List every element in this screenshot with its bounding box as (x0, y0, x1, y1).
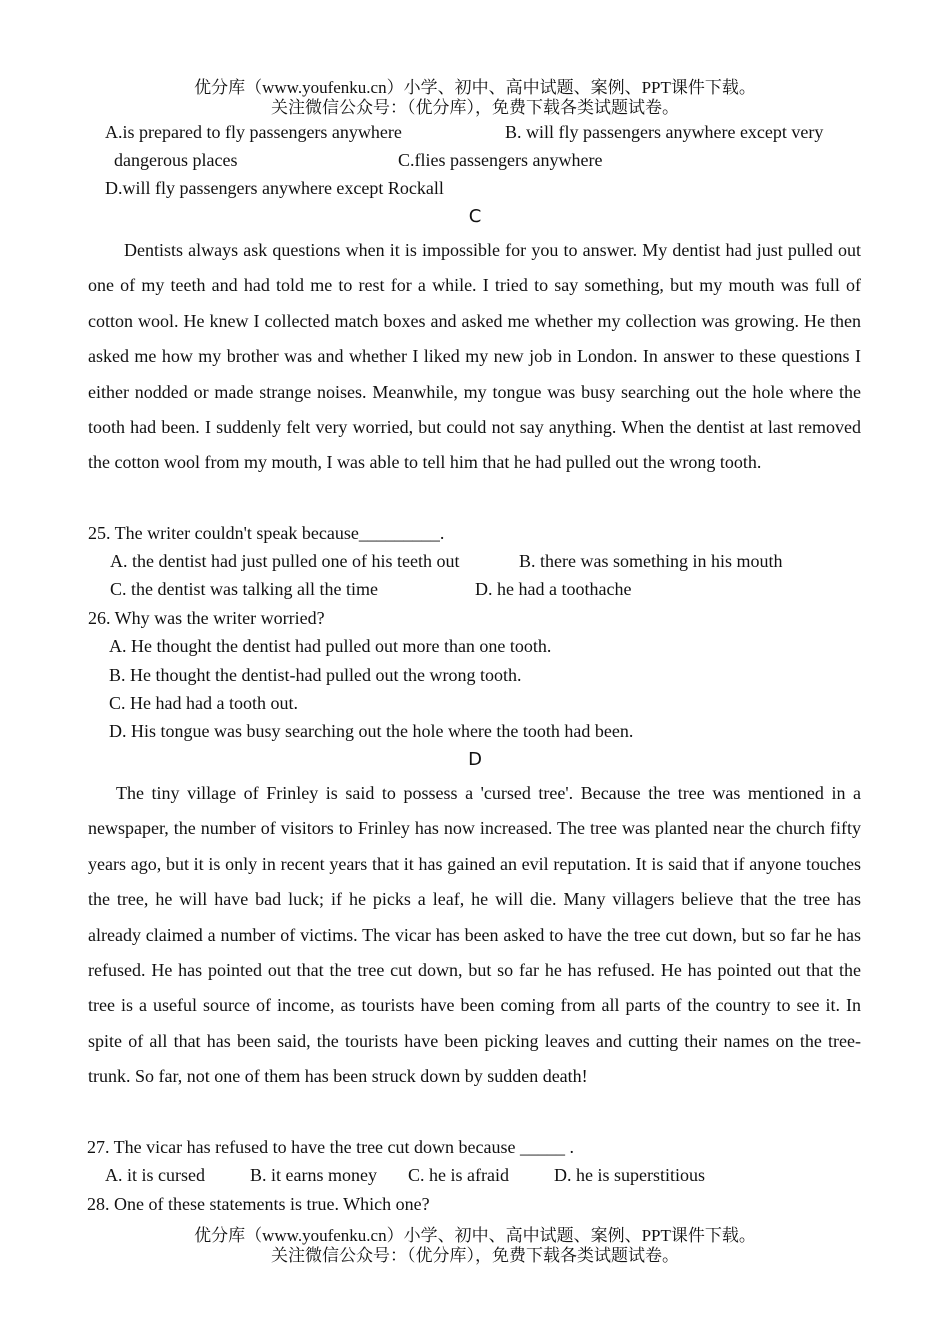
section-d-heading: D (468, 749, 482, 770)
prev-option-d: D.will fly passengers anywhere except Rockall (105, 178, 444, 198)
q25-option-d: D. he had a toothache (475, 579, 632, 599)
q27-option-c: C. he is afraid (408, 1165, 509, 1185)
q26-option-b: B. He thought the dentist-had pulled out the wrong tooth. (109, 665, 522, 685)
section-c-passage (88, 233, 861, 481)
section-c-passage-text: Dentists always ask questions when it is impossible for you to answer. My dentist had just pulled out one of my teeth and had told me to rest for a while. I tried to say something, but my mouth was full of cotton wool. He knew I collected match boxes and asked me whether my collection was growing. He then asked me how my brother was and whether I liked my new job in London. In answer to these questions I either nodded or made strange noises. Meanwhile, my tongue was busy searching out the hole where the tooth had been. I suddenly felt very worried, but could not say anything. When the dentist at last removed the cotton wool from my mouth, I was able to tell him that he had pulled out the wrong tooth. (88, 240, 861, 473)
header-line-1: 优分库（www.youfenku.cn）小学、初中、高中试题、案例、PPT课件下载。 (194, 78, 756, 97)
section-d-passage-text: The tiny village of Frinley is said to possess a 'cursed tree'. Because the tree was mentioned in a newspaper, the number of visitors to Frinley has now increased. The tree was planted near the church fifty years ago, but it is only in recent years that it has gained an evil reputation. It is said that if anyone touches the tree, he will have bad luck; if he picks a leaf, he will die. Many villagers believe that the tree has already claimed a number of victims. The vicar has been asked to have the tree cut down, but so far he has refused. He has pointed out that the tree cut down, but so far he has refused. He has pointed out that the tree is a useful source of income, as tourists have been coming from all parts of the country to see it. In spite of all that has been said, the tourists have been picking leaves and cutting their names on the tree-trunk. So far, not one of them has been struck down by sudden death! (88, 783, 861, 1087)
q26-option-c: C. He had had a tooth out. (109, 693, 298, 713)
q27-option-a: A. it is cursed (105, 1165, 205, 1185)
header-line-2: 关注微信公众号：（优分库），免费下载各类试题试卷。 (271, 98, 679, 117)
prev-option-b-line1: B. will fly passengers anywhere except very (505, 122, 824, 142)
q27-stem: 27. The vicar has refused to have the tree cut down because _____ . (87, 1137, 574, 1157)
q26-option-a: A. He thought the dentist had pulled out more than one tooth. (109, 636, 552, 656)
q27-option-b: B. it earns money (250, 1165, 377, 1185)
q26-option-d: D. His tongue was busy searching out the hole where the tooth had been. (109, 721, 634, 741)
footer-line-1: 优分库（www.youfenku.cn）小学、初中、高中试题、案例、PPT课件下载。 (194, 1226, 756, 1245)
section-d-passage (88, 776, 861, 1095)
q25-option-c: C. the dentist was talking all the time (110, 579, 378, 599)
prev-option-a: A.is prepared to fly passengers anywhere (105, 122, 402, 142)
q25-stem: 25. The writer couldn't speak because_________. (88, 523, 445, 543)
q25-option-b: B. there was something in his mouth (519, 551, 783, 571)
q27-option-d: D. he is superstitious (554, 1165, 705, 1185)
q28-stem: 28. One of these statements is true. Which one? (87, 1194, 430, 1214)
section-c-heading: C (468, 206, 482, 227)
prev-option-b-line2: dangerous places (114, 150, 238, 170)
prev-option-c: C.flies passengers anywhere (398, 150, 603, 170)
q26-stem: 26. Why was the writer worried? (88, 608, 325, 628)
q25-option-a: A. the dentist had just pulled one of his teeth out (110, 551, 460, 571)
footer-line-2: 关注微信公众号：（优分库），免费下载各类试题试卷。 (271, 1246, 679, 1265)
